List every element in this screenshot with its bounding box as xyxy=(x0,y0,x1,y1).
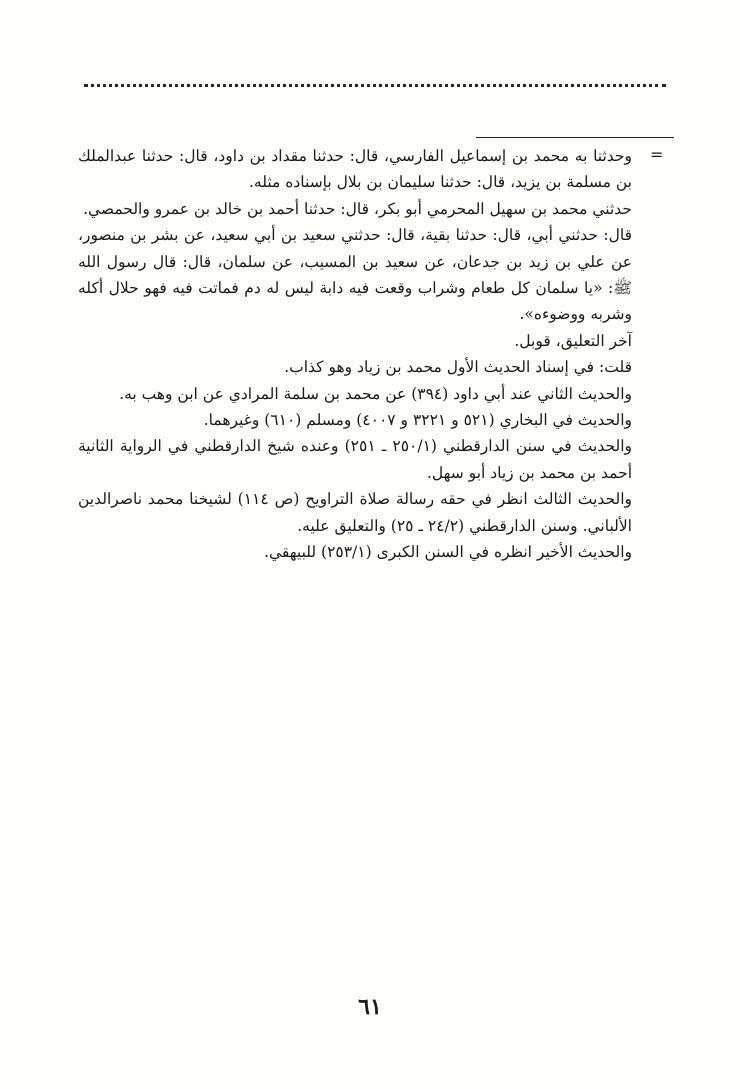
footnote-paragraph: قال: حدثني أبي، قال: حدثنا بقية، قال: حدثني سعيد بن أبي سعيد، عن بشر بن منصور، عن علي بن زيد بن جدعان، عن سعيد بن المسيب، عن سلمان، قال: قال رسول الله ﷺ: «يا سلمان كل طعام وشراب وقعت فيه دابة ليس له دم فماتت فيه فهو حلال أكله وشربه ووضوءه». xyxy=(78,226,632,324)
footnote-paragraph: والحديث الثالث انظر في حقه رسالة صلاة التراويح (ص ١١٤) لشيخنا محمد ناصرالدين الألباني. وسنن الدارقطني (٢٤/٢ ـ ٢٥) والتعليق عليه. xyxy=(78,490,632,535)
footnote-paragraph: والحديث الأخير انظره في السنن الكبرى (٢٥٣/١) للبيهقي. xyxy=(264,543,632,562)
continuation-mark: = xyxy=(650,145,664,164)
page-number: ٦١ xyxy=(358,994,382,1020)
footnote-paragraph: قلت: في إسناد الحديث الأول محمد بن زياد وهو كذاب. xyxy=(284,358,632,377)
footnote-separator xyxy=(476,137,674,138)
footnote-paragraph: والحديث في البخاري (٥٢١ و ٣٢٢١ و ٤٠٠٧) ومسلم (٦١٠) وغيرهما. xyxy=(203,411,632,430)
footnote-paragraph: والحديث في سنن الدارقطني (٢٥٠/١ ـ ٢٥١) وعنده شيخ الدارقطني في الرواية الثانية أحمد بن محمد بن زياد أبو سهل. xyxy=(78,437,632,482)
footnote-paragraph: حدثني محمد بن سهيل المحرمي أبو بكر، قال: حدثنا أحمد بن خالد بن عمرو والحمصي. xyxy=(83,199,632,218)
footnote-paragraph: والحديث الثاني عند أبي داود (٣٩٤) عن محمد بن سلمة المرادي عن ابن وهب به. xyxy=(119,384,632,403)
footnote-paragraph: آخر التعليق، قوبل. xyxy=(514,331,632,350)
dotted-separator xyxy=(84,84,666,87)
footnote-paragraph: وحدثنا به محمد بن إسماعيل الفارسي، قال: حدثنا مقداد بن داود، قال: حدثنا عبدالملك بن مسلمة بن يزيد، قال: حدثنا سليمان بن بلال بإسناده مثله. xyxy=(78,147,632,192)
footnote-body xyxy=(78,143,632,566)
